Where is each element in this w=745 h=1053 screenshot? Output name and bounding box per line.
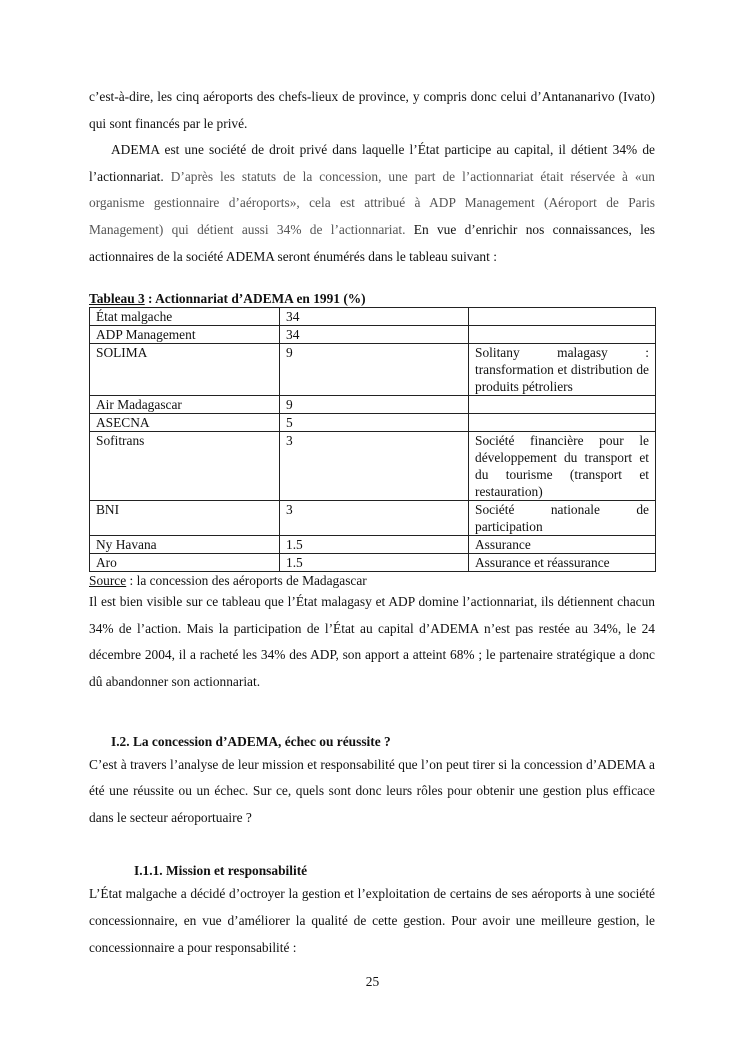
table-caption-text: : Actionnariat d’ADEMA en 1991 (%) [144,291,366,307]
table-source-text: : la concession des aéroports de Madagascar [126,573,367,589]
share-percent: 34 [280,326,469,344]
shareholder-name: Ny Havana [90,536,280,554]
shareholder-name: Air Madagascar [90,396,280,414]
shareholder-name: Aro [90,554,280,572]
paragraph-adema-part3: En vue d’enrichir nos connaissances, les actionnaires de la société ADEMA seront énumérés dans le tableau suivant : [89,221,655,264]
share-percent: 34 [280,308,469,326]
shareholder-name: SOLIMA [90,344,280,396]
share-percent: 1.5 [280,536,469,554]
shareholder-description [469,308,656,326]
page-number: 25 [365,974,380,989]
shareholder-description [469,326,656,344]
section-heading-i2: I.2. La concession d’ADEMA, échec ou réussite ? [111,733,391,749]
shareholder-description: Assurance et réassurance [469,554,656,572]
paragraph-adema-part1: ADEMA est une société de droit privé dans laquelle l’État participe au capital, il détient 34% de l’actionnariat. [89,142,655,184]
share-percent: 3 [280,432,469,501]
shareholder-description [469,396,656,414]
shareholder-name: ADP Management [90,326,280,344]
table-caption-label: Tableau 3 [89,291,145,307]
paragraph-intro: c’est-à-dire, les cinq aéroports des chefs-lieux de province, y compris donc celui d’Antananarivo (Ivato) qui sont financés par le privé. [89,89,655,131]
shareholder-name: Sofitrans [90,432,280,501]
paragraph-adema-part2: D’après les statuts de la concession, une part de l’actionnariat était réservée à «un organisme gestionnaire d’aéroports», cela est attribué à ADP Management (Aéroport de Paris Management) qui détient aussi 34% de l’actionnariat. [89,168,655,237]
share-percent: 1.5 [280,554,469,572]
table-row [90,308,656,326]
shareholders-table [89,307,656,572]
table-caption [89,290,655,307]
share-percent: 3 [280,501,469,536]
paragraph-analysis: Il est bien visible sur ce tableau que l’État malagasy et ADP domine l’actionnariat, ils détiennent chacun 34% de l’action. Mais la participation de l’État au capital d’ADEMA n’est pas restée au 34%, le 24 décembre 2004, il a racheté les 34% des ADP, son apport a atteint 68% ; le partenaire stratégique a donc dû abandonner son actionnariat. [89,594,655,689]
shareholder-description [469,414,656,432]
share-percent: 9 [280,344,469,396]
section-heading-i11: I.1.1. Mission et responsabilité [134,863,308,879]
shareholder-name: ASECNA [90,414,280,432]
paragraph-mission-intro: C’est à travers l’analyse de leur mission et responsabilité que l’on peut tirer si la concession d’ADEMA a été une réussite ou un échec. Sur ce, quels sont donc leurs rôles pour obtenir une gestion plus efficace dans le secteur aéroportuaire ? [89,756,655,825]
paragraph-adema [89,137,655,270]
shareholder-name: BNI [90,501,280,536]
table-row [90,414,656,432]
table-row [90,501,656,536]
table-source-label: Source [89,573,127,589]
shareholder-name: État malgache [90,308,280,326]
paragraph-responsibility: L’État malgache a décidé d’octroyer la gestion et l’exploitation de certains de ses aéroports à une société concessionnaire, en vue d’améliorer la qualité de cette gestion. Pour avoir une meilleure gestion, le concessionnaire a pour responsabilité : [89,886,655,955]
table-row [90,432,656,501]
table-row [90,326,656,344]
share-percent: 5 [280,414,469,432]
share-percent: 9 [280,396,469,414]
table-row [90,344,656,396]
page-body [89,84,655,961]
shareholder-description: Assurance [469,536,656,554]
table-source [89,572,655,589]
shareholder-description: Solitany malagasy : transformation et distribution de produits pétroliers [469,344,656,396]
table-row [90,554,656,572]
shareholder-description: Société financière pour le développement du transport et du tourisme (transport et restauration) [469,432,656,501]
table-row [90,396,656,414]
table-row [90,536,656,554]
shareholder-description: Société nationale de participation [469,501,656,536]
